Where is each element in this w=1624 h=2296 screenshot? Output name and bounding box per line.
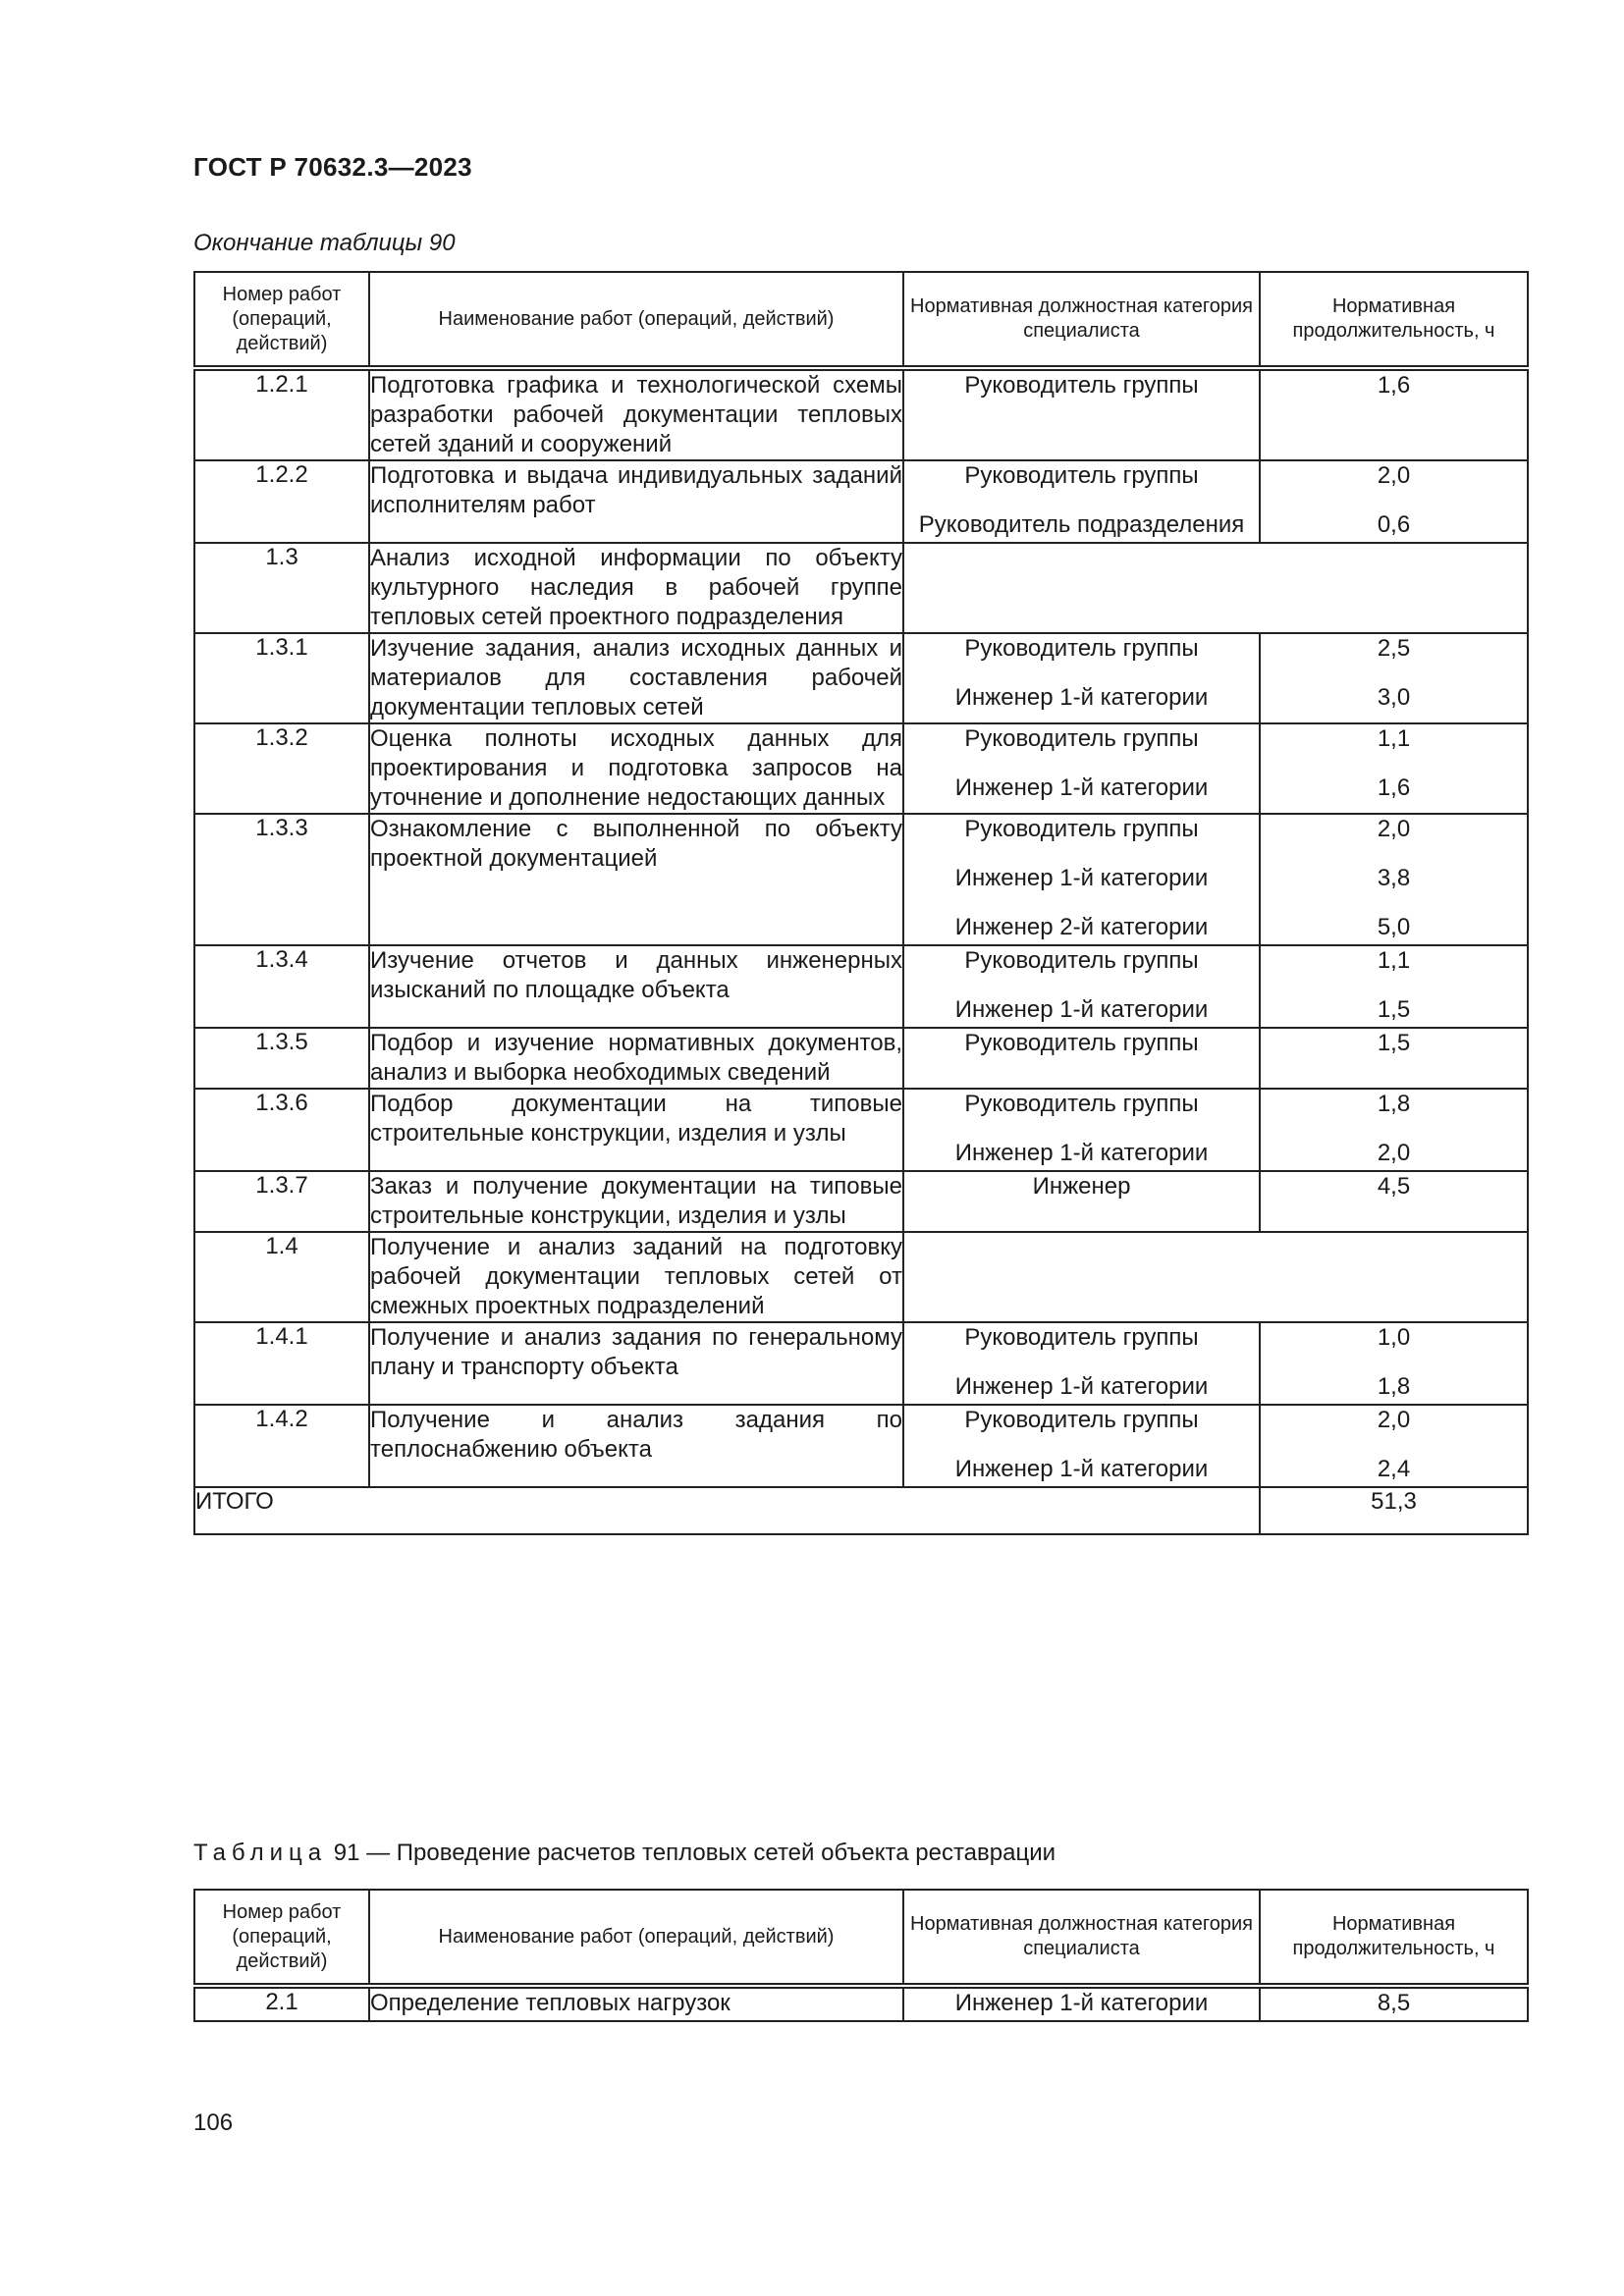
table-row (194, 1171, 1528, 1232)
row-number: 1.3 (194, 543, 369, 633)
table-header-row (194, 272, 1528, 368)
specialist-category: Инженер 1-й категории (954, 1456, 1209, 1482)
specialist-category: Руководитель группы (964, 725, 1199, 752)
row-durations (1260, 1028, 1528, 1089)
row-work-name: Анализ исходной информации по объекту культурного наследия в рабочей группе тепловых сетей проектного подразделения (369, 543, 903, 633)
duration-value: 1,1 (1377, 947, 1411, 974)
row-categories (903, 368, 1260, 460)
row-work-name: Получение и анализ задания по теплоснабжению объекта (369, 1405, 903, 1487)
duration-value: 1,6 (1377, 774, 1411, 801)
table-90 (193, 271, 1529, 1535)
specialist-category: Инженер 1-й категории (954, 1140, 1209, 1166)
table-row (194, 460, 1528, 543)
row-categories (903, 814, 1260, 945)
duration-value: 2,0 (1377, 1140, 1411, 1166)
duration-value: 1,8 (1377, 1373, 1411, 1400)
row-categories (903, 1405, 1260, 1487)
specialist-category: Руководитель подразделения (918, 511, 1245, 538)
row-number: 1.3.6 (194, 1089, 369, 1171)
table-91-caption (193, 1840, 1056, 1867)
column-header-number: Номер работ (операций, действий) (194, 272, 369, 368)
specialist-category: Инженер 1-й категории (954, 996, 1209, 1023)
specialist-category: Инженер 1-й категории (954, 1990, 1209, 2016)
row-categories (903, 633, 1260, 723)
row-work-name: Получение и анализ задания по генеральному плану и транспорту объекта (369, 1322, 903, 1405)
row-work-name: Оценка полноты исходных данных для проектирования и подготовка запросов на уточнение и дополнение недостающих данных (369, 723, 903, 814)
duration-value: 3,8 (1377, 865, 1411, 891)
duration-value: 8,5 (1377, 1990, 1411, 2016)
row-work-name: Заказ и получение документации на типовые строительные конструкции, изделия и узлы (369, 1171, 903, 1232)
table-row (194, 723, 1528, 814)
row-work-name: Определение тепловых нагрузок (369, 1986, 903, 2021)
duration-value: 2,0 (1377, 462, 1411, 489)
table-91-caption-prefix: Таблица (193, 1840, 328, 1866)
table-row (194, 543, 1528, 633)
row-durations (1260, 723, 1528, 814)
row-work-name: Получение и анализ заданий на подготовку рабочей документации тепловых сетей от смежных проектных подразделений (369, 1232, 903, 1322)
row-empty-cell (903, 543, 1528, 633)
row-number: 1.3.3 (194, 814, 369, 945)
duration-value: 1,5 (1377, 996, 1411, 1023)
specialist-category: Инженер 1-й категории (954, 865, 1209, 891)
row-categories (903, 460, 1260, 543)
row-durations (1260, 460, 1528, 543)
total-row (194, 1487, 1528, 1534)
row-number: 1.2.2 (194, 460, 369, 543)
specialist-category: Руководитель группы (964, 462, 1199, 489)
column-header-duration: Нормативная продолжительность, ч (1260, 272, 1528, 368)
table-row (194, 633, 1528, 723)
row-durations (1260, 633, 1528, 723)
duration-value: 1,1 (1377, 725, 1411, 752)
row-work-name: Изучение задания, анализ исходных данных и материалов для составления рабочей документации тепловых сетей (369, 633, 903, 723)
row-durations (1260, 1089, 1528, 1171)
specialist-category: Руководитель группы (964, 1030, 1199, 1056)
row-number: 1.4.2 (194, 1405, 369, 1487)
specialist-category: Инженер (1032, 1173, 1131, 1200)
specialist-category: Руководитель группы (964, 372, 1199, 399)
specialist-category: Руководитель группы (964, 1091, 1199, 1117)
page-number: 106 (193, 2109, 234, 2136)
row-categories (903, 1322, 1260, 1405)
document-header: ГОСТ Р 70632.3—2023 (193, 152, 472, 182)
duration-value: 2,4 (1377, 1456, 1411, 1482)
row-number: 1.3.1 (194, 633, 369, 723)
row-categories (903, 1089, 1260, 1171)
row-number: 1.4 (194, 1232, 369, 1322)
row-number: 1.4.1 (194, 1322, 369, 1405)
table-header-row (194, 1890, 1528, 1986)
specialist-category: Инженер 1-й категории (954, 1373, 1209, 1400)
row-work-name: Ознакомление с выполненной по объекту проектной документацией (369, 814, 903, 945)
row-work-name: Подготовка и выдача индивидуальных заданий исполнителям работ (369, 460, 903, 543)
specialist-category: Руководитель группы (964, 816, 1199, 842)
table-row (194, 1028, 1528, 1089)
row-durations (1260, 814, 1528, 945)
table-91-caption-text: 91 — Проведение расчетов тепловых сетей объекта реставрации (327, 1840, 1056, 1866)
row-durations (1260, 1405, 1528, 1487)
row-number: 1.2.1 (194, 368, 369, 460)
row-durations (1260, 1986, 1528, 2021)
duration-value: 4,5 (1377, 1173, 1411, 1200)
table-row (194, 814, 1528, 945)
row-categories (903, 1028, 1260, 1089)
table-row (194, 1322, 1528, 1405)
table-91 (193, 1889, 1529, 2022)
row-empty-cell (903, 1232, 1528, 1322)
row-durations (1260, 368, 1528, 460)
column-header-number: Номер работ (операций, действий) (194, 1890, 369, 1986)
row-work-name: Изучение отчетов и данных инженерных изысканий по площадке объекта (369, 945, 903, 1028)
row-durations (1260, 945, 1528, 1028)
table-row (194, 1986, 1528, 2021)
row-categories (903, 1986, 1260, 2021)
row-categories (903, 945, 1260, 1028)
specialist-category: Инженер 1-й категории (954, 684, 1209, 711)
table-continuation-caption: Окончание таблицы 90 (193, 230, 456, 256)
row-work-name: Подготовка графика и технологической схемы разработки рабочей документации тепловых сетей зданий и сооружений (369, 368, 903, 460)
specialist-category: Инженер 1-й категории (954, 774, 1209, 801)
row-number: 1.3.5 (194, 1028, 369, 1089)
specialist-category: Руководитель группы (964, 635, 1199, 662)
column-header-category: Нормативная должностная категория специалиста (903, 272, 1260, 368)
row-number: 1.3.7 (194, 1171, 369, 1232)
table-row (194, 1232, 1528, 1322)
duration-value: 1,0 (1377, 1324, 1411, 1351)
column-header-duration: Нормативная продолжительность, ч (1260, 1890, 1528, 1986)
table-row (194, 1405, 1528, 1487)
duration-value: 2,0 (1377, 816, 1411, 842)
total-label: ИТОГО (194, 1487, 1260, 1534)
table-row (194, 1089, 1528, 1171)
row-number: 1.3.2 (194, 723, 369, 814)
total-value: 51,3 (1260, 1487, 1528, 1534)
duration-value: 2,5 (1377, 635, 1411, 662)
row-number: 2.1 (194, 1986, 369, 2021)
specialist-category: Инженер 2-й категории (954, 914, 1209, 940)
duration-value: 0,6 (1377, 511, 1411, 538)
row-categories (903, 723, 1260, 814)
row-work-name: Подбор документации на типовые строительные конструкции, изделия и узлы (369, 1089, 903, 1171)
column-header-category: Нормативная должностная категория специалиста (903, 1890, 1260, 1986)
duration-value: 2,0 (1377, 1407, 1411, 1433)
duration-value: 5,0 (1377, 914, 1411, 940)
row-durations (1260, 1171, 1528, 1232)
table-row (194, 945, 1528, 1028)
table-row (194, 368, 1528, 460)
duration-value: 1,6 (1377, 372, 1411, 399)
row-number: 1.3.4 (194, 945, 369, 1028)
column-header-name: Наименование работ (операций, действий) (369, 1890, 903, 1986)
duration-value: 3,0 (1377, 684, 1411, 711)
specialist-category: Руководитель группы (964, 1407, 1199, 1433)
duration-value: 1,8 (1377, 1091, 1411, 1117)
row-work-name: Подбор и изучение нормативных документов, анализ и выборка необходимых сведений (369, 1028, 903, 1089)
specialist-category: Руководитель группы (964, 947, 1199, 974)
duration-value: 1,5 (1377, 1030, 1411, 1056)
column-header-name: Наименование работ (операций, действий) (369, 272, 903, 368)
specialist-category: Руководитель группы (964, 1324, 1199, 1351)
row-durations (1260, 1322, 1528, 1405)
row-categories (903, 1171, 1260, 1232)
